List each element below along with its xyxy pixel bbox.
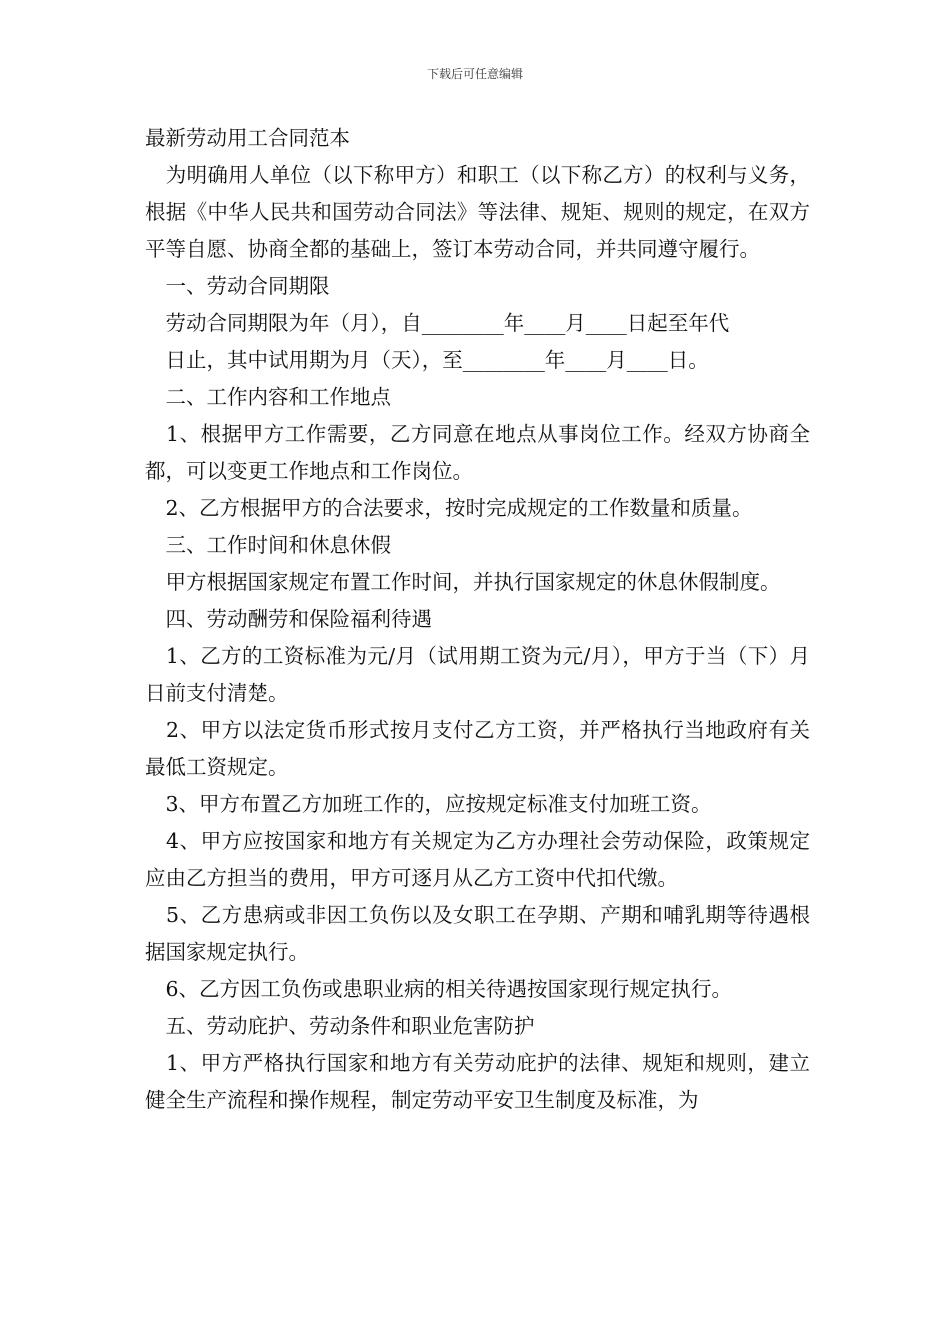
- clause-4-4: 4、甲方应按国家和地方有关规定为乙方办理社会劳动保险，政策规定应由乙方担当的费用，甲方可逐月从乙方工资中代扣代缴。: [145, 829, 810, 890]
- paragraph-preamble: 为明确用人单位（以下称甲方）和职工（以下称乙方）的权利与义务，根据《中华人民共和国劳动合同法》等法律、规矩、规则的规定，在双方平等自愿、协商全都的基础上，签订本劳动合同，并共同遵守履行。: [145, 163, 810, 261]
- section-heading-4: 四、劳动酬劳和保险福利待遇: [145, 607, 432, 631]
- section-heading-5: 五、劳动庇护、劳动条件和职业危害防护: [145, 1014, 535, 1038]
- clause-4-5: 5、乙方患病或非因工负伤以及女职工在孕期、产期和哺乳期等待遇根据国家规定执行。: [145, 903, 810, 964]
- clause-2-2: 2、乙方根据甲方的合法要求，按时完成规定的工作数量和质量。: [145, 496, 753, 520]
- clause-4-3: 3、甲方布置乙方加班工作的，应按规定标准支付加班工资。: [145, 792, 712, 816]
- section-heading-3: 三、工作时间和休息休假: [145, 533, 391, 557]
- clause-2-1: 1、根据甲方工作需要，乙方同意在地点从事岗位工作。经双方协商全都，可以变更工作地点和工作岗位。: [145, 422, 810, 483]
- clause-3: 甲方根据国家规定布置工作时间，并执行国家规定的休息休假制度。: [145, 570, 781, 594]
- section-heading-1: 一、劳动合同期限: [145, 274, 330, 298]
- paragraph-term-end: 日止，其中试用期为月（天），至________年____月____日。: [145, 348, 709, 372]
- paragraph-term: 劳动合同期限为年（月），自________年____月____日起至年代: [145, 311, 730, 335]
- clause-5-1: 1、甲方严格执行国家和地方有关劳动庇护的法律、规矩和规则，建立健全生产流程和操作规程，制定劳动平安卫生制度及标准，为: [145, 1051, 810, 1112]
- clause-4-1: 1、乙方的工资标准为元/月（试用期工资为元/月），甲方于当（下）月日前支付清楚。: [145, 644, 810, 705]
- clause-4-6: 6、乙方因工负伤或患职业病的相关待遇按国家现行规定执行。: [145, 977, 733, 1001]
- document-body: [145, 120, 810, 1119]
- document-title: 最新劳动用工合同范本: [145, 126, 350, 150]
- clause-4-2: 2、甲方以法定货币形式按月支付乙方工资，并严格执行当地政府有关最低工资规定。: [145, 718, 810, 779]
- page-header-note: 下载后可任意编辑: [426, 67, 523, 81]
- section-heading-2: 二、工作内容和工作地点: [145, 385, 391, 409]
